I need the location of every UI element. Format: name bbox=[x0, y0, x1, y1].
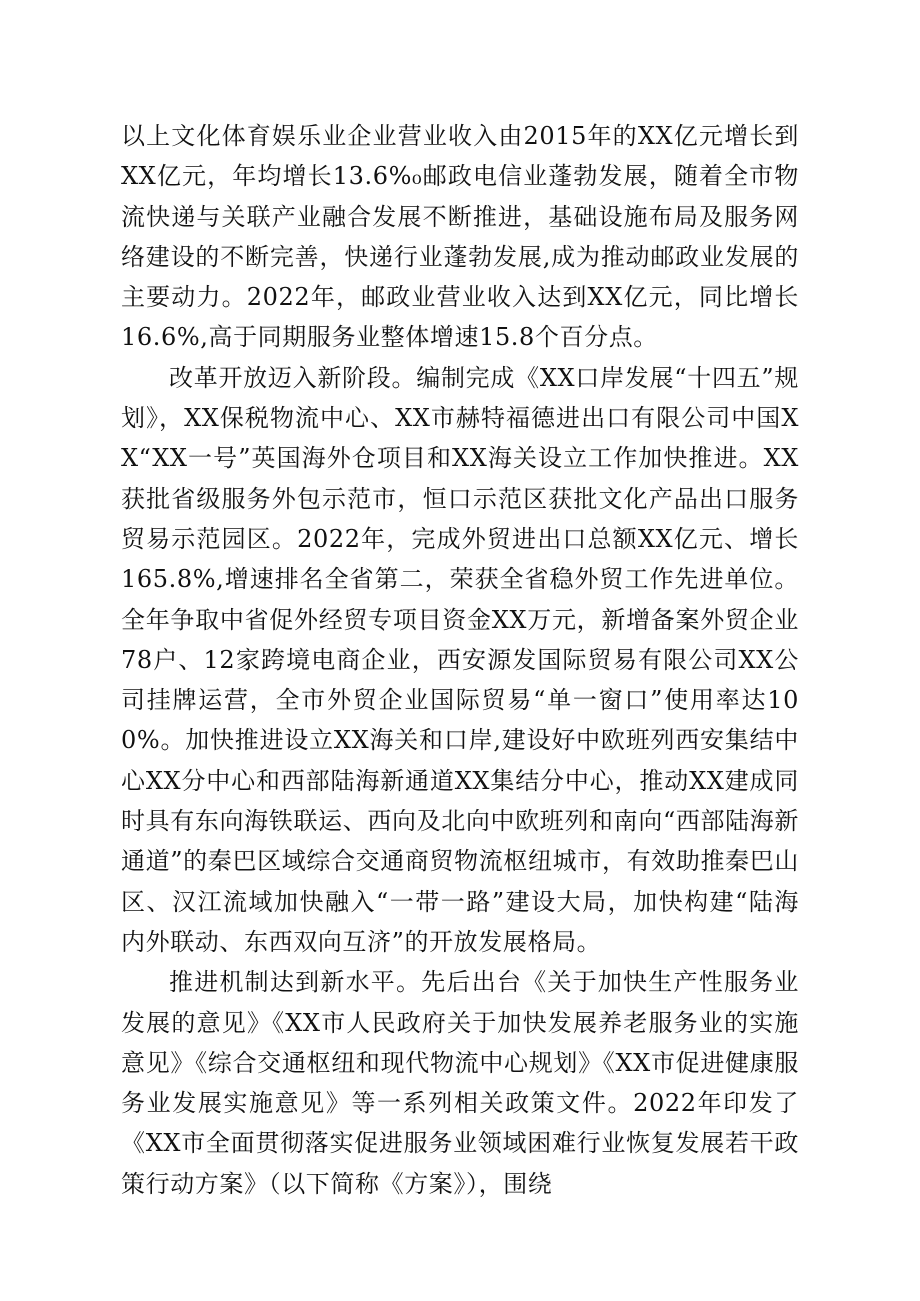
paragraph-opening-up: 改革开放迈入新阶段。编制完成《XX口岸发展“十四五”规划》，XX保税物流中心、XX市赫特福德进出口有限公司中国XX“XX一号”英国海外仓项目和XX海关设立工作加快推进。XX获批省级服务外包示范市，恒口示范区获批文化产品出口服务贸易示范园区。2022年，完成外贸进出口总额XX亿元、增长165.8%,增速排名全省第二，荣获全省稳外贸工作先进单位。全年争取中省促外经贸专项目资金XX万元，新增备案外贸企业78户、12家跨境电商企业，西安源发国际贸易有限公司XX公司挂牌运营，全市外贸企业国际贸易“单一窗口”使用率达100%。加快推进设立XX海关和口岸,建设好中欧班列西安集结中心XX分中心和西部陆海新通道XX集结分中心，推动XX建成同时具有东向海铁联运、西向及北向中欧班列和南向“西部陆海新通道”的秦巴区域综合交通商贸物流枢纽城市，有效助推秦巴山区、汉江流域加快融入“一带一路”建设大局，加快构建“陆海内外联动、东西双向互济”的开放发展格局。 bbox=[121, 363, 799, 956]
paragraph-revenue-growth: 以上文化体育娱乐业企业营业收入由2015年的XX亿元增长到XX亿元，年均增长13.6%₀邮政电信业蓬勃发展，随着全市物流快递与关联产业融合发展不断推进，基础设施布局及服务网络建设的不断完善，快递行业蓬勃发展,成为推动邮政业发展的主要动力。2022年，邮政业营业收入达到XX亿元，同比增长16.6%,高于同期服务业整体增速15.8个百分点。 bbox=[121, 122, 799, 352]
document-body bbox=[121, 116, 799, 1204]
paragraph-mechanism: 推进机制达到新水平。先后出台《关于加快生产性服务业发展的意见》《XX市人民政府关于加快发展养老服务业的实施意见》《综合交通枢纽和现代物流中心规划》《XX市促进健康服务业发展实施意见》等一系列相关政策文件。2022年印发了《XX市全面贯彻落实促进服务业领域困难行业恢复发展若干政策行动方案》（以下简称《方案》），围绕 bbox=[121, 968, 799, 1198]
